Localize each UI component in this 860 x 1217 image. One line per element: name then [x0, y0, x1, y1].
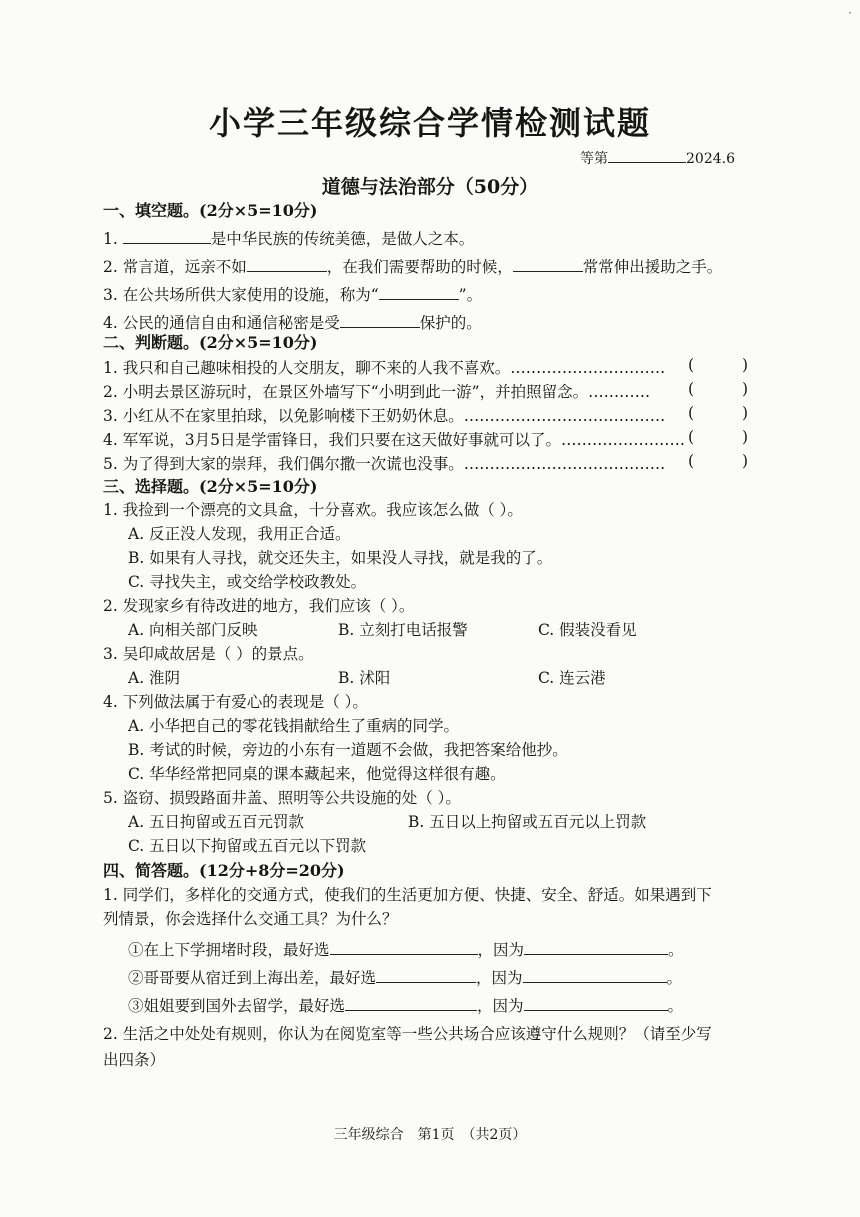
paren-open: ( — [688, 452, 695, 470]
s4-sub-2-blank2[interactable] — [523, 967, 667, 983]
s1-q3-a: 3. 在公共场所供大家使用的设施，称为“ — [103, 286, 379, 304]
s4-sub-2-blank1[interactable] — [376, 967, 476, 983]
s3-q5-option-c[interactable]: C. 五日以下拘留或五百元以下罚款 — [128, 837, 367, 855]
s4-q1-line2: 列情景，你会选择什么交通工具？为什么？ — [103, 910, 398, 928]
s3-q3-option-b[interactable]: B. 沭阳 — [338, 669, 391, 687]
s1-q4-a: 4. 公民的通信自由和通信秘密是受 — [103, 314, 340, 332]
exam-date: 2024.6 — [686, 151, 735, 167]
s2-item-5: 5. 为了得到大家的崇拜，我们偶尔撒一次谎也没事。………………………………… — [103, 455, 666, 473]
s3-q3-option-a[interactable]: A. 淮阴 — [128, 669, 181, 687]
grade-label: 等第 — [580, 151, 608, 167]
paren-close: ) — [741, 404, 748, 422]
s3-q3-stem: 3. 吴印咸故居是（ ）的景点。 — [103, 645, 314, 663]
s1-q2-blank1[interactable] — [247, 256, 327, 272]
s2-item-3: 3. 小红从不在家里拍球，以免影响楼下王奶奶休息。………………………………… — [103, 407, 666, 425]
s4-sub-2-c: 。 — [666, 969, 683, 987]
s4-sub-1-blank1[interactable] — [330, 939, 478, 955]
s3-q5-option-a[interactable]: A. 五日拘留或五百元罚款 — [128, 813, 305, 831]
s2-item-2: 2. 小明去景区游玩时，在景区外墙写下“小明到此一游”，并拍照留念。………… — [103, 383, 651, 401]
paren-close: ) — [741, 428, 748, 446]
s2-item-1: 1. 我只和自己趣味相投的人交朋友，聊不来的人我不喜欢。………………………… — [103, 359, 666, 377]
s4-sub-3-blank2[interactable] — [524, 995, 668, 1011]
section-3-title: 三、选择题。(2分×5=10分) — [103, 477, 318, 496]
section-2-title: 二、判断题。(2分×5=10分) — [103, 333, 318, 352]
s4-sub-1-c: 。 — [668, 941, 684, 959]
page-footer: 三年级综合 第1页 （共2页） — [333, 1127, 527, 1143]
s4-q2-line2: 出四条） — [103, 1051, 166, 1069]
s4-sub-1-blank2[interactable] — [524, 939, 668, 955]
paren-close: ) — [741, 380, 748, 398]
s3-q5-option-b[interactable]: B. 五日以上拘留或五百元以上罚款 — [408, 813, 647, 831]
part-title: 道德与法治部分（50分） — [321, 176, 539, 198]
s2-answer-1[interactable] — [688, 356, 748, 374]
paren-close: ) — [741, 356, 748, 374]
s1-q3 — [103, 283, 482, 305]
s1-q2-b: ，在我们需要帮助的时候， — [326, 258, 513, 276]
s2-answer-2[interactable] — [688, 380, 748, 398]
s1-q3-b: ”。 — [458, 286, 483, 304]
s1-q2-a: 2. 常言道，远亲不如 — [103, 258, 247, 276]
paren-open: ( — [688, 356, 695, 374]
s4-q2-line1: 2. 生活之中处处有规则，你认为在阅览室等一些公共场合应该遵守什么规则？（请至少写 — [103, 1025, 712, 1043]
paren-open: ( — [688, 428, 695, 446]
grade-line — [580, 148, 735, 168]
s1-q2-c: 常常伸出援助之手。 — [582, 258, 723, 276]
s3-q4-stem: 4. 下列做法属于有爱心的表现是（ ）。 — [103, 693, 368, 711]
s4-sub-2 — [128, 966, 682, 988]
s4-sub-3 — [128, 994, 683, 1016]
s3-q4-option-b[interactable]: B. 考试的时候，旁边的小东有一道题不会做，我把答案给他抄。 — [128, 741, 568, 759]
s1-q2 — [103, 255, 722, 277]
s1-q1-blank[interactable] — [123, 228, 211, 244]
s3-q2-option-b[interactable]: B. 立刻打电话报警 — [338, 621, 468, 639]
s3-q1-option-a[interactable]: A. 反正没人发现，我用正合适。 — [128, 525, 351, 543]
s3-q2-option-c[interactable]: C. 假装没看见 — [538, 621, 637, 639]
s1-q1 — [103, 227, 474, 249]
s4-sub-2-b: ，因为 — [476, 969, 523, 987]
s1-q4-blank[interactable] — [340, 312, 420, 328]
s3-q1-stem: 1. 我捡到一个漂亮的文具盒，十分喜欢。我应该怎么做（ ）。 — [103, 501, 523, 519]
s3-q1-option-b[interactable]: B. 如果有人寻找，就交还失主，如果没人寻找，就是我的了。 — [128, 549, 553, 567]
s1-q1-num: 1. — [103, 230, 118, 248]
page-title: 小学三年级综合学情检测试题 — [208, 104, 651, 142]
s1-q4-b: 保护的。 — [419, 314, 482, 332]
s3-q1-option-c[interactable]: C. 寻找失主，或交给学校政教处。 — [128, 573, 367, 591]
paren-close: ) — [741, 452, 748, 470]
s2-answer-5[interactable] — [688, 452, 748, 470]
corner-mark: · — [848, 6, 852, 20]
s3-q4-option-c[interactable]: C. 华华经常把同桌的课本藏起来，他觉得这样很有趣。 — [128, 765, 506, 783]
s3-q2-stem: 2. 发现家乡有待改进的地方，我们应该（ ）。 — [103, 597, 415, 615]
paren-open: ( — [688, 380, 695, 398]
s2-answer-3[interactable] — [688, 404, 748, 422]
section-4-title: 四、简答题。(12分+8分=20分) — [103, 861, 345, 880]
s2-answer-4[interactable] — [688, 428, 748, 446]
s3-q5-stem: 5. 盗窃、损毁路面井盖、照明等公共设施的处（ ）。 — [103, 789, 461, 807]
s1-q1-text: 是中华民族的传统美德，是做人之本。 — [210, 230, 475, 248]
s4-sub-1-b: ，因为 — [477, 941, 525, 959]
s4-sub-3-b: ，因为 — [477, 997, 524, 1015]
s4-q1-line1: 1. 同学们，多样化的交通方式，使我们的生活更加方便、快捷、安全、舒适。如果遇到下 — [103, 886, 712, 904]
s1-q3-blank[interactable] — [379, 284, 459, 300]
s3-q2-option-a[interactable]: A. 向相关部门反映 — [128, 621, 258, 639]
s4-sub-1-a: ①在上下学拥堵时段，最好选 — [128, 941, 330, 959]
s4-sub-2-a: ②哥哥要从宿迁到上海出差，最好选 — [128, 969, 377, 987]
s2-item-4: 4. 军军说，3月5日是学雷锋日，我们只要在这天做好事就可以了。…………………… — [103, 431, 685, 449]
s4-sub-1 — [128, 938, 684, 960]
paren-open: ( — [688, 404, 695, 422]
s4-sub-3-blank1[interactable] — [345, 995, 477, 1011]
s3-q3-option-c[interactable]: C. 连云港 — [538, 669, 606, 687]
section-1-title: 一、填空题。(2分×5=10分) — [103, 201, 318, 220]
s1-q2-blank2[interactable] — [513, 256, 583, 272]
s4-sub-3-c: 。 — [667, 997, 684, 1015]
s3-q4-option-a[interactable]: A. 小华把自己的零花钱捐献给生了重病的同学。 — [128, 717, 460, 735]
grade-blank[interactable] — [608, 148, 686, 163]
s4-sub-3-a: ③姐姐要到国外去留学，最好选 — [128, 997, 346, 1015]
